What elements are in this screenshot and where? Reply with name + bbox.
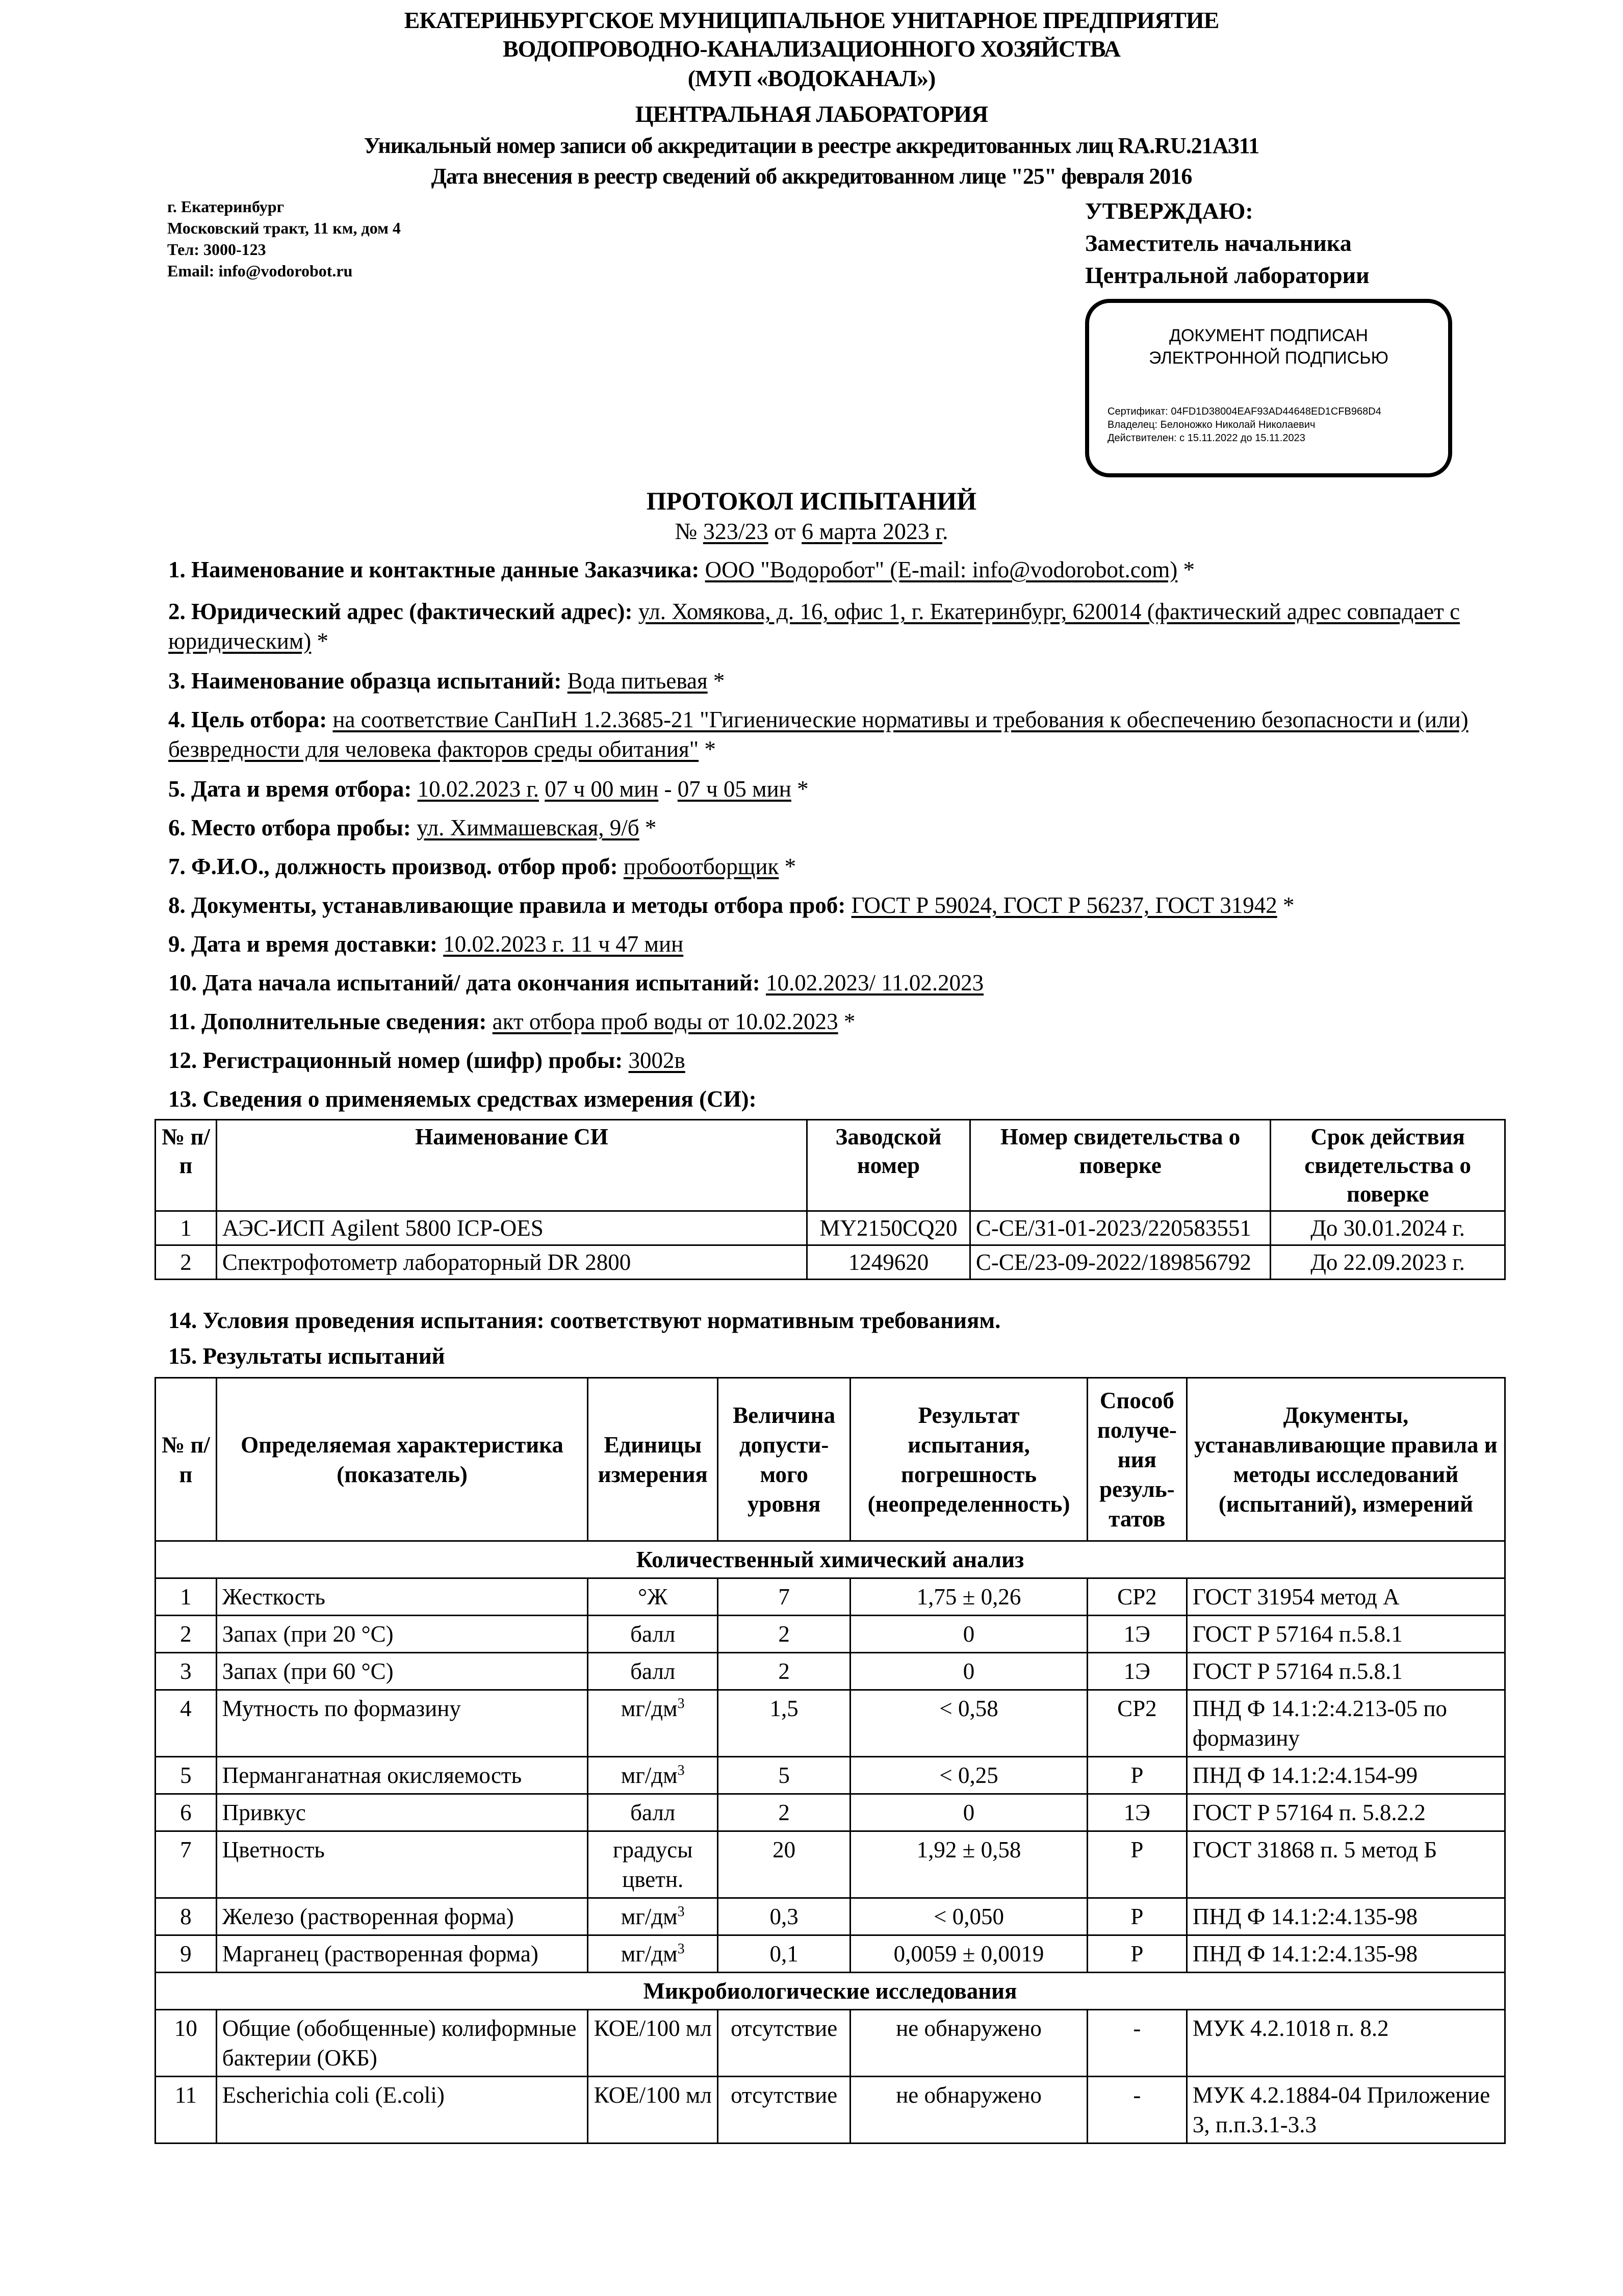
result-parameter-cell bbox=[216, 1653, 588, 1690]
result-limit-cell bbox=[718, 2010, 851, 2077]
unit-superscript: 3 bbox=[677, 1763, 685, 1778]
item-label: 12. Регистрационный номер (шифр) пробы: bbox=[168, 1048, 629, 1073]
result-parameter: Запах (при 20 °С) bbox=[222, 1621, 394, 1647]
result-number-cell bbox=[156, 1935, 217, 1973]
result-document-cell bbox=[1187, 1653, 1505, 1690]
result-value-cell bbox=[851, 2077, 1088, 2144]
result-unit: КОЕ/100 мл bbox=[594, 2082, 712, 2108]
result-value-cell bbox=[851, 2010, 1088, 2077]
item-suffix: * bbox=[699, 736, 716, 762]
result-method-cell bbox=[1087, 1935, 1187, 1973]
item-label: 15. Результаты испытаний bbox=[168, 1343, 445, 1369]
result-method-cell bbox=[1087, 1831, 1187, 1898]
result-unit-cell bbox=[588, 2077, 718, 2144]
result-number: 6 bbox=[180, 1800, 192, 1825]
result-document: ПНД Ф 14.1:2:4.135-98 bbox=[1192, 1904, 1418, 1929]
approval-department: Центральной лаборатории bbox=[1085, 262, 1370, 288]
res-col-result: Результат испытания, погрешность (неопределенность) bbox=[851, 1378, 1088, 1541]
result-method-cell bbox=[1087, 1794, 1187, 1831]
si-certificate: С-СЕ/31-01-2023/220583551 bbox=[970, 1211, 1270, 1245]
result-method-cell bbox=[1087, 1757, 1187, 1794]
result-parameter-cell bbox=[216, 1935, 588, 1973]
table-row bbox=[156, 1616, 1505, 1653]
result-unit-cell bbox=[588, 1935, 718, 1973]
result-parameter-cell bbox=[216, 1794, 588, 1831]
protocol-no-prefix: № bbox=[675, 518, 703, 544]
result-method: 1Э bbox=[1123, 1621, 1150, 1647]
section-row bbox=[156, 1541, 1505, 1578]
item-value: 3002в bbox=[628, 1048, 685, 1073]
result-limit-cell bbox=[718, 1578, 851, 1616]
result-parameter: Марганец (растворенная форма) bbox=[222, 1941, 538, 1967]
item-test-dates bbox=[168, 968, 1504, 998]
table-row bbox=[156, 1935, 1505, 1973]
protocol-from: от bbox=[768, 518, 802, 544]
item-customer bbox=[168, 555, 1504, 584]
org-short-name: (МУП «ВОДОКАНАЛ») bbox=[687, 65, 936, 91]
si-col-validity: Срок действия свидетельства о поверке bbox=[1271, 1120, 1505, 1211]
table-row bbox=[156, 1245, 1505, 1280]
microbio-rows bbox=[156, 2010, 1505, 2144]
approval-block bbox=[1085, 195, 1370, 291]
result-limit-cell bbox=[718, 1653, 851, 1690]
result-method-cell bbox=[1087, 1578, 1187, 1616]
result-limit-cell bbox=[718, 1898, 851, 1935]
result-document-cell bbox=[1187, 1757, 1505, 1794]
result-parameter: Общие (обобщенные) колиформные бактерии (ОКБ) bbox=[222, 2016, 577, 2071]
item-suffix: * bbox=[707, 668, 725, 694]
result-number: 5 bbox=[180, 1763, 192, 1788]
item-value: 10.02.2023 г. 11 ч 47 мин bbox=[443, 931, 684, 957]
si-number: 1 bbox=[156, 1211, 217, 1245]
protocol-dot: . bbox=[942, 518, 948, 544]
section-title-microbio: Микробиологические исследования bbox=[156, 1973, 1505, 2010]
result-unit-cell bbox=[588, 1794, 718, 1831]
result-unit: мг/дм bbox=[621, 1941, 678, 1967]
result-parameter: Железо (растворенная форма) bbox=[222, 1904, 514, 1929]
result-limit-cell bbox=[718, 2077, 851, 2144]
result-parameter-cell bbox=[216, 2077, 588, 2144]
result-number: 3 bbox=[180, 1659, 192, 1684]
result-method-cell bbox=[1087, 1616, 1187, 1653]
result-value: 0 bbox=[963, 1800, 975, 1825]
item-si-heading bbox=[168, 1084, 1504, 1114]
table-header-row bbox=[156, 1378, 1505, 1541]
result-document: ГОСТ Р 57164 п. 5.8.2.2 bbox=[1192, 1800, 1426, 1825]
result-document-cell bbox=[1187, 1898, 1505, 1935]
result-unit-cell bbox=[588, 1578, 718, 1616]
table-row bbox=[156, 1690, 1505, 1757]
result-unit: мг/дм bbox=[621, 1904, 678, 1929]
result-number: 9 bbox=[180, 1941, 192, 1967]
res-col-unit: Единицы измерения bbox=[588, 1378, 718, 1541]
result-limit-cell bbox=[718, 1794, 851, 1831]
result-method-cell bbox=[1087, 2010, 1187, 2077]
item-label: 3. Наименование образца испытаний: bbox=[168, 668, 568, 694]
approval-position: Заместитель начальника bbox=[1085, 230, 1352, 256]
result-number-cell bbox=[156, 1578, 217, 1616]
result-unit: мг/дм bbox=[621, 1763, 678, 1788]
result-method: Р bbox=[1130, 1763, 1144, 1788]
item-label: 5. Дата и время отбора: bbox=[168, 776, 418, 802]
result-limit: 2 bbox=[778, 1659, 790, 1684]
stamp-validity: Действителен: с 15.11.2022 до 15.11.2023 bbox=[1107, 432, 1305, 444]
result-parameter-cell bbox=[216, 1831, 588, 1898]
result-method: - bbox=[1133, 2082, 1141, 2108]
res-col-document: Документы, устанавливающие правила и методы исследований (испытаний), измерений bbox=[1187, 1378, 1505, 1541]
result-number-cell bbox=[156, 1616, 217, 1653]
result-number: 7 bbox=[180, 1837, 192, 1863]
sampling-dash: - bbox=[658, 776, 678, 802]
result-limit: 7 bbox=[778, 1584, 790, 1610]
si-name: Спектрофотометр лабораторный DR 2800 bbox=[216, 1245, 807, 1280]
result-number-cell bbox=[156, 1757, 217, 1794]
result-document-cell bbox=[1187, 1690, 1505, 1757]
result-limit: отсутствие bbox=[731, 2082, 838, 2108]
result-unit: КОЕ/100 мл bbox=[594, 2016, 712, 2041]
address-street: Московский тракт, 11 км, дом 4 bbox=[167, 219, 401, 237]
item-additional-info bbox=[168, 1007, 1504, 1036]
result-number-cell bbox=[156, 1898, 217, 1935]
result-limit: 20 bbox=[772, 1837, 796, 1863]
protocol-date: 6 марта 2023 г bbox=[802, 518, 943, 544]
result-number: 11 bbox=[174, 2082, 197, 2108]
result-unit: градусы цветн. bbox=[612, 1837, 693, 1892]
result-unit: балл bbox=[630, 1659, 676, 1684]
table-header-row bbox=[156, 1120, 1505, 1211]
accreditation-number: Уникальный номер записи об аккредитации в реестре аккредитованных лиц RA.RU.21АЗ11 bbox=[364, 133, 1259, 158]
unit-superscript: 3 bbox=[677, 1941, 685, 1957]
result-number-cell bbox=[156, 1794, 217, 1831]
si-col-serial: Заводской номер bbox=[807, 1120, 970, 1211]
item-legal-address bbox=[168, 597, 1504, 656]
table-row bbox=[156, 1653, 1505, 1690]
result-value: 1,75 ± 0,26 bbox=[916, 1584, 1021, 1610]
result-number: 4 bbox=[180, 1696, 192, 1721]
result-value-cell bbox=[851, 1578, 1088, 1616]
org-name: ЕКАТЕРИНБУРГСКОЕ МУНИЦИПАЛЬНОЕ УНИТАРНОЕ ПРЕДПРИЯТИЕ bbox=[404, 7, 1219, 33]
stamp-owner: Владелец: Белоножко Николай Николаевич bbox=[1107, 419, 1316, 430]
result-value: 0 bbox=[963, 1659, 975, 1684]
item-suffix: * bbox=[838, 1009, 856, 1034]
item-label: 11. Дополнительные сведения: bbox=[168, 1009, 493, 1034]
item-suffix: * bbox=[779, 854, 796, 879]
item-value: ул. Хомякова, д. 16, офис 1, г. Екатеринбург, 620014 (фактический адрес совпадает с юридическим) bbox=[168, 599, 1460, 654]
res-col-method: Способ получе-ния резуль-татов bbox=[1087, 1378, 1187, 1541]
si-serial: 1249620 bbox=[807, 1245, 970, 1280]
result-value: 1,92 ± 0,58 bbox=[916, 1837, 1021, 1863]
result-method: СР2 bbox=[1117, 1584, 1157, 1610]
result-limit: 5 bbox=[778, 1763, 790, 1788]
item-suffix: * bbox=[639, 815, 657, 840]
result-unit: мг/дм bbox=[621, 1696, 678, 1721]
item-value: ООО "Водоробот" (E-mail: info@vodorobot.com) bbox=[705, 557, 1178, 582]
result-unit: балл bbox=[630, 1800, 676, 1825]
result-method: Р bbox=[1130, 1837, 1144, 1863]
item-suffix: * bbox=[1277, 892, 1295, 918]
si-validity: До 30.01.2024 г. bbox=[1271, 1211, 1505, 1245]
table-row bbox=[156, 1794, 1505, 1831]
result-number: 1 bbox=[180, 1584, 192, 1610]
item-test-conditions bbox=[168, 1306, 1504, 1335]
result-document-cell bbox=[1187, 1831, 1505, 1898]
e-signature-stamp bbox=[1085, 299, 1452, 477]
result-document-cell bbox=[1187, 2010, 1505, 2077]
result-parameter: Привкус bbox=[222, 1800, 306, 1825]
sampling-time-start: 07 ч 00 мин bbox=[545, 776, 659, 802]
approval-title: УТВЕРЖДАЮ: bbox=[1085, 198, 1253, 224]
result-document: ПНД Ф 14.1:2:4.135-98 bbox=[1192, 1941, 1418, 1967]
table-row bbox=[156, 1757, 1505, 1794]
result-value-cell bbox=[851, 1757, 1088, 1794]
si-serial: MY2150CQ20 bbox=[807, 1211, 970, 1245]
result-document-cell bbox=[1187, 1616, 1505, 1653]
item-value: акт отбора проб воды от 10.02.2023 bbox=[492, 1009, 838, 1034]
org-name-line2: ВОДОПРОВОДНО-КАНАЛИЗАЦИОННОГО ХОЗЯЙСТВА bbox=[503, 36, 1120, 62]
result-unit: балл bbox=[630, 1621, 676, 1647]
item-label: 4. Цель отбора: bbox=[168, 707, 333, 732]
si-col-name: Наименование СИ bbox=[216, 1120, 807, 1211]
result-unit-cell bbox=[588, 2010, 718, 2077]
result-document: ПНД Ф 14.1:2:4.154-99 bbox=[1192, 1763, 1418, 1788]
stamp-line1: ДОКУМЕНТ ПОДПИСАН bbox=[1169, 326, 1369, 345]
result-parameter: Мутность по формазину bbox=[222, 1696, 461, 1721]
section-title-chemical: Количественный химический анализ bbox=[156, 1541, 1505, 1578]
res-col-number: № п/п bbox=[156, 1378, 217, 1541]
result-document: МУК 4.2.1018 п. 8.2 bbox=[1192, 2016, 1389, 2041]
result-document-cell bbox=[1187, 1935, 1505, 1973]
result-value-cell bbox=[851, 1831, 1088, 1898]
item-label: 1. Наименование и контактные данные Заказчика: bbox=[168, 557, 705, 582]
protocol-number-line bbox=[0, 517, 1623, 546]
item-value: на соответствие СанПиН 1.2.3685-21 "Гигиенические нормативы и требования к обеспечению безопасности и (или) безвредности для человека факторов среды обитания" bbox=[168, 707, 1469, 762]
result-method-cell bbox=[1087, 1898, 1187, 1935]
unit-superscript: 3 bbox=[677, 1696, 685, 1712]
result-parameter: Escherichia coli (E.coli) bbox=[222, 2082, 445, 2108]
table-row bbox=[156, 1898, 1505, 1935]
item-label: 10. Дата начала испытаний/ дата окончания испытаний: bbox=[168, 970, 766, 996]
stamp-line2: ЭЛЕКТРОННОЙ ПОДПИСЬЮ bbox=[1149, 348, 1388, 368]
result-limit-cell bbox=[718, 1831, 851, 1898]
table-row bbox=[156, 1578, 1505, 1616]
result-value: 0,0059 ± 0,0019 bbox=[893, 1941, 1044, 1967]
result-number: 8 bbox=[180, 1904, 192, 1929]
item-label: 6. Место отбора пробы: bbox=[168, 815, 417, 840]
item-value: Вода питьевая bbox=[567, 668, 708, 694]
result-unit-cell bbox=[588, 1616, 718, 1653]
item-results-heading bbox=[168, 1341, 1504, 1371]
results-table bbox=[154, 1377, 1506, 2144]
result-document: МУК 4.2.1884-04 Приложение 3, п.п.3.1-3.3 bbox=[1192, 2082, 1490, 2137]
table-row bbox=[156, 1211, 1505, 1245]
result-unit-cell bbox=[588, 1898, 718, 1935]
result-number: 2 bbox=[180, 1621, 192, 1647]
result-value-cell bbox=[851, 1653, 1088, 1690]
result-unit-cell bbox=[588, 1831, 718, 1898]
result-method: СР2 bbox=[1117, 1696, 1157, 1721]
result-parameter-cell bbox=[216, 1898, 588, 1935]
result-method: - bbox=[1133, 2016, 1141, 2041]
result-value-cell bbox=[851, 1690, 1088, 1757]
result-limit: 0,3 bbox=[769, 1904, 798, 1929]
result-parameter-cell bbox=[216, 1690, 588, 1757]
item-label: 9. Дата и время доставки: bbox=[168, 931, 444, 957]
lab-name: ЦЕНТРАЛЬНАЯ ЛАБОРАТОРИЯ bbox=[635, 101, 988, 127]
result-unit-cell bbox=[588, 1690, 718, 1757]
result-value-cell bbox=[851, 1616, 1088, 1653]
result-unit: °Ж bbox=[638, 1584, 668, 1610]
result-value: не обнаружено bbox=[896, 2082, 1042, 2108]
result-number-cell bbox=[156, 1831, 217, 1898]
section-row bbox=[156, 1973, 1505, 2010]
result-limit-cell bbox=[718, 1616, 851, 1653]
result-document: ПНД Ф 14.1:2:4.213-05 по формазину bbox=[1192, 1696, 1447, 1751]
item-suffix: * bbox=[791, 776, 809, 802]
stamp-certificate: Сертификат: 04FD1D38004EAF93AD44648ED1CFB968D4 bbox=[1107, 406, 1381, 417]
result-unit-cell bbox=[588, 1653, 718, 1690]
result-limit: 0,1 bbox=[769, 1941, 798, 1967]
address-city: г. Екатеринбург bbox=[167, 197, 285, 216]
item-sampling-place bbox=[168, 813, 1504, 843]
result-limit: 2 bbox=[778, 1621, 790, 1647]
res-col-limit: Величина допусти-мого уровня bbox=[718, 1378, 851, 1541]
result-parameter: Перманганатная окисляемость bbox=[222, 1763, 522, 1788]
result-number: 10 bbox=[174, 2016, 197, 2041]
item-suffix: * bbox=[311, 628, 329, 654]
si-name: АЭС-ИСП Agilent 5800 ICP-OES bbox=[216, 1211, 807, 1245]
result-limit-cell bbox=[718, 1935, 851, 1973]
table-row bbox=[156, 2010, 1505, 2077]
item-value: ГОСТ Р 59024, ГОСТ Р 56237, ГОСТ 31942 bbox=[851, 892, 1277, 918]
result-method: 1Э bbox=[1123, 1800, 1150, 1825]
result-document-cell bbox=[1187, 1794, 1505, 1831]
res-col-parameter: Определяемая характеристика (показатель) bbox=[216, 1378, 588, 1541]
table-row bbox=[156, 2077, 1505, 2144]
item-label: 13. Сведения о применяемых средствах измерения (СИ): bbox=[168, 1086, 757, 1112]
item-registration-number bbox=[168, 1045, 1504, 1075]
result-method-cell bbox=[1087, 1653, 1187, 1690]
protocol-title: ПРОТОКОЛ ИСПЫТАНИЙ bbox=[646, 487, 977, 515]
item-value: 10.02.2023/ 11.02.2023 bbox=[765, 970, 984, 996]
item-sampler bbox=[168, 852, 1504, 881]
result-method-cell bbox=[1087, 1690, 1187, 1757]
result-document: ГОСТ 31954 метод А bbox=[1192, 1584, 1400, 1610]
item-sampling-purpose bbox=[168, 705, 1504, 764]
result-limit: 1,5 bbox=[769, 1696, 798, 1721]
result-method: 1Э bbox=[1123, 1659, 1150, 1684]
item-sampling-documents bbox=[168, 890, 1504, 920]
si-certificate: С-СЕ/23-09-2022/189856792 bbox=[970, 1245, 1270, 1280]
result-document: ГОСТ Р 57164 п.5.8.1 bbox=[1192, 1659, 1403, 1684]
result-document: ГОСТ Р 57164 п.5.8.1 bbox=[1192, 1621, 1403, 1647]
result-method-cell bbox=[1087, 2077, 1187, 2144]
result-parameter: Цветность bbox=[222, 1837, 325, 1863]
result-number-cell bbox=[156, 1653, 217, 1690]
result-value: < 0,58 bbox=[939, 1696, 998, 1721]
item-label: 7. Ф.И.О., должность производ. отбор проб: bbox=[168, 854, 624, 879]
sampling-time-end: 07 ч 05 мин bbox=[677, 776, 791, 802]
item-sample-name bbox=[168, 666, 1504, 696]
result-document-cell bbox=[1187, 2077, 1505, 2144]
item-label: 14. Условия проведения испытания: соответствуют нормативным требованиям. bbox=[168, 1308, 1001, 1333]
table-row bbox=[156, 1831, 1505, 1898]
result-value-cell bbox=[851, 1898, 1088, 1935]
si-col-certificate: Номер свидетельства о поверке bbox=[970, 1120, 1270, 1211]
item-value: ул. Химмашевская, 9/б bbox=[417, 815, 639, 840]
protocol-number: 323/23 bbox=[703, 518, 768, 544]
sampling-date: 10.02.2023 г. bbox=[417, 776, 539, 802]
result-document: ГОСТ 31868 п. 5 метод Б bbox=[1192, 1837, 1437, 1863]
item-label: 2. Юридический адрес (фактический адрес): bbox=[168, 599, 638, 624]
result-value-cell bbox=[851, 1794, 1088, 1831]
result-method: Р bbox=[1130, 1941, 1144, 1967]
item-value: пробоотборщик bbox=[623, 854, 779, 879]
result-value: < 0,25 bbox=[939, 1763, 998, 1788]
result-limit-cell bbox=[718, 1690, 851, 1757]
si-col-number: № п/п bbox=[156, 1120, 217, 1211]
si-table bbox=[154, 1119, 1506, 1280]
result-limit: отсутствие bbox=[731, 2016, 838, 2041]
result-value: 0 bbox=[963, 1621, 975, 1647]
address-email: Email: info@vodorobot.ru bbox=[167, 262, 353, 280]
result-parameter-cell bbox=[216, 1757, 588, 1794]
result-parameter-cell bbox=[216, 2010, 588, 2077]
result-value-cell bbox=[851, 1935, 1088, 1973]
si-validity: До 22.09.2023 г. bbox=[1271, 1245, 1505, 1280]
result-limit: 2 bbox=[778, 1800, 790, 1825]
result-parameter-cell bbox=[216, 1578, 588, 1616]
result-number-cell bbox=[156, 1690, 217, 1757]
result-value: не обнаружено bbox=[896, 2016, 1042, 2041]
result-number-cell bbox=[156, 2077, 217, 2144]
result-parameter: Жесткость bbox=[222, 1584, 325, 1610]
result-value: < 0,050 bbox=[934, 1904, 1004, 1929]
unit-superscript: 3 bbox=[677, 1904, 685, 1920]
result-number-cell bbox=[156, 2010, 217, 2077]
item-suffix: * bbox=[1177, 557, 1195, 582]
result-unit-cell bbox=[588, 1757, 718, 1794]
result-method: Р bbox=[1130, 1904, 1144, 1929]
chemical-rows bbox=[156, 1578, 1505, 1973]
result-parameter: Запах (при 60 °С) bbox=[222, 1659, 394, 1684]
item-label: 8. Документы, устанавливающие правила и методы отбора проб: bbox=[168, 892, 852, 918]
item-delivery-datetime bbox=[168, 929, 1504, 959]
result-parameter-cell bbox=[216, 1616, 588, 1653]
accreditation-date: Дата внесения в реестр сведений об аккредитованном лице "25" февраля 2016 bbox=[431, 164, 1192, 189]
address-phone: Тел: 3000-123 bbox=[167, 240, 266, 259]
result-limit-cell bbox=[718, 1757, 851, 1794]
result-document-cell bbox=[1187, 1578, 1505, 1616]
lab-address-block bbox=[167, 196, 401, 282]
si-number: 2 bbox=[156, 1245, 217, 1280]
item-sampling-datetime bbox=[168, 774, 1504, 804]
